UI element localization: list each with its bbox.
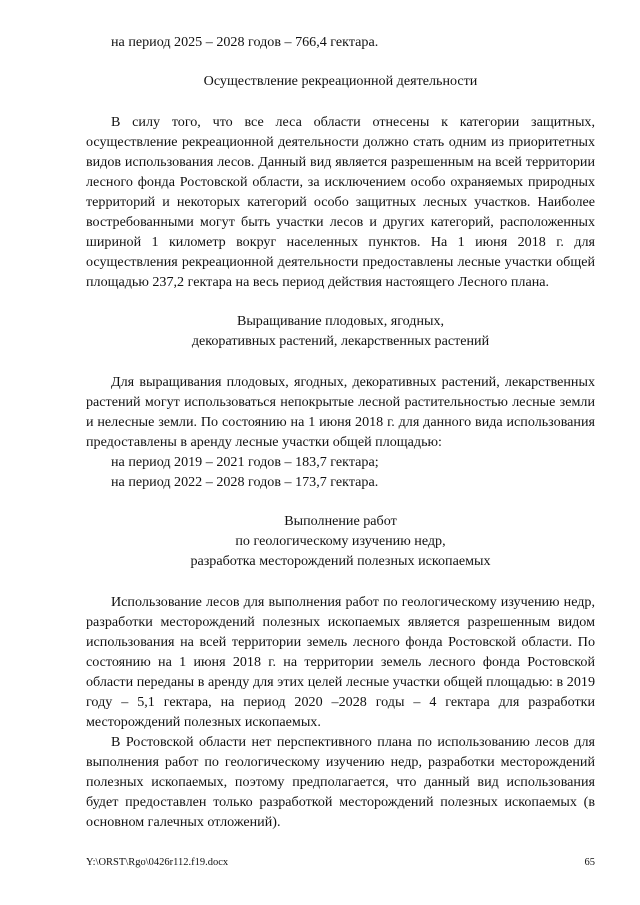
paragraph-geology-1: Использование лесов для выполнения работ по геологическому изучению недр, разработки месторождений полезных ископаемых является разрешенным видом использования на всей территории земель лесного фонда Ростовской области. По состоянию на 1 июня 2018 г. на территории земель лесного фонда Ростовской области переданы в аренду для этих целей лесные участки общей площадью: в 2019 году – 5,1 гектара, на период 2020 –2028 годы – 4 гектара для разработки месторождений полезных ископаемых.	[86, 594, 595, 730]
footer-file-path: Y:\ORST\Rgo\0426r112.f19.docx	[86, 857, 229, 868]
document-body	[86, 32, 595, 832]
section-title-recreation: Осуществление рекреационной деятельности	[203, 73, 478, 89]
section-title-geology-line1: Выполнение работ	[284, 513, 397, 529]
intro-line: на период 2025 – 2028 годов – 766,4 гектара.	[111, 34, 379, 50]
list-item-period-2022: на период 2022 – 2028 годов – 173,7 гектара.	[111, 474, 379, 490]
footer-page-number: 65	[584, 857, 595, 868]
section-title-cultivation-line1: Выращивание плодовых, ягодных,	[236, 313, 445, 329]
list-item-period-2019: на период 2019 – 2021 годов – 183,7 гектара;	[111, 454, 379, 470]
paragraph-cultivation: Для выращивания плодовых, ягодных, декоративных растений, лекарственных растений могут использоваться непокрытые лесной растительностью лесные земли и нелесные земли. По состоянию на 1 июня 2018 г. для данного вида использования предоставлены в аренду лесные участки общей площадью:	[86, 374, 595, 450]
section-title-cultivation-line2: декоративных растений, лекарственных растений	[191, 333, 490, 349]
section-title-geology-line3: разработка месторождений полезных ископаемых	[190, 553, 491, 569]
section-title-geology-line2: по геологическому изучению недр,	[235, 533, 446, 549]
paragraph-geology-2: В Ростовской области нет перспективного плана по использованию лесов для выполнения работ по геологическому изучению недр, разработки месторождений полезных ископаемых, поэтому предполагается, что данный вид использования будет предоставлен только разработкой месторождений полезных ископаемых (в основном галечных отложений).	[86, 734, 595, 830]
paragraph-recreation: В силу того, что все леса области отнесены к категории защитных, осуществление рекреационной деятельности должно стать одним из приоритетных видов использования лесов. Данный вид является разрешенным на всей территории лесного фонда Ростовской области, за исключением особо охраняемых природных территорий и некоторых категорий особо защитных лесных участков. Наиболее востребованными могут быть участки лесов и других категорий, расположенных шириной 1 километр вокруг населенных пунктов. На 1 июня 2018 г. для осуществления рекреационной деятельности предоставлены лесные участки общей площадью 237,2 гектара на весь период действия настоящего Лесного плана.	[86, 114, 595, 290]
